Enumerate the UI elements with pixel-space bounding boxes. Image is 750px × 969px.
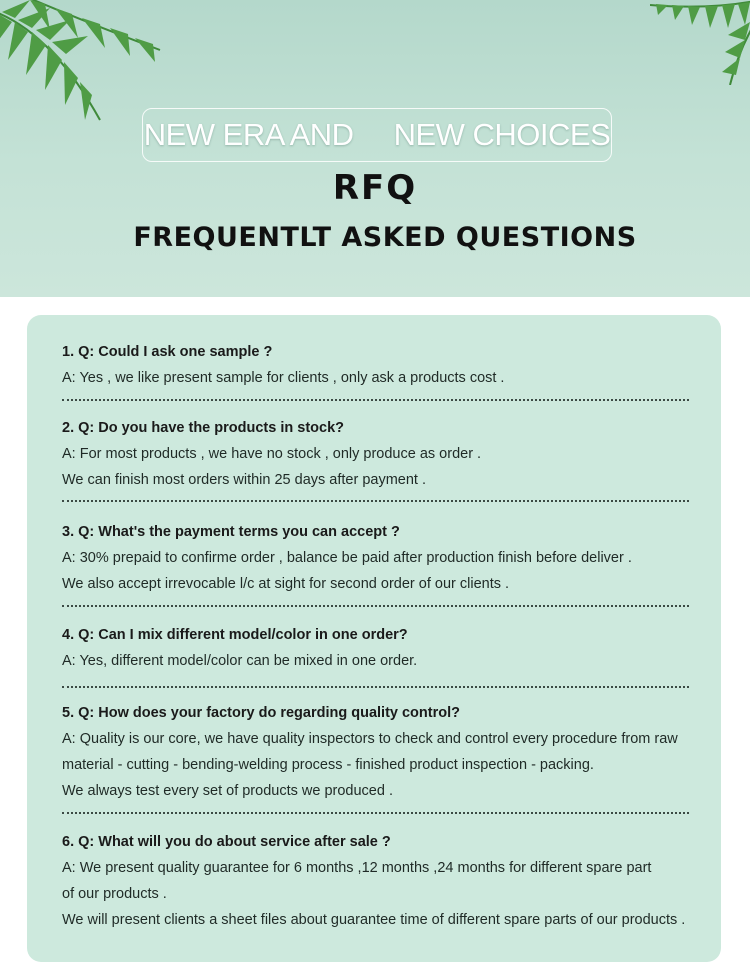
faq-answer-line: material - cutting - bending-welding process - finished product inspection - packing. <box>62 757 594 773</box>
faq-answer-line: A: We present quality guarantee for 6 months ,12 months ,24 months for different spare part <box>62 860 652 876</box>
divider <box>62 399 689 401</box>
tagline-box <box>142 108 612 162</box>
faq-item-6 <box>62 829 689 933</box>
faq-item-1 <box>62 339 689 391</box>
faq-question: 6. Q: What will you do about service after sale ? <box>62 834 391 850</box>
palm-leaf-right-icon <box>650 0 750 85</box>
faq-answer-line: A: For most products , we have no stock , only produce as order . <box>62 446 482 462</box>
faq-item-4 <box>62 622 689 674</box>
faq-answer-line: We also accept irrevocable l/c at sight for second order of our clients . <box>62 576 510 592</box>
faq-item-3 <box>62 519 689 597</box>
hero-banner <box>0 0 750 297</box>
faq-answer-line: We will present clients a sheet files about guarantee time of different spare parts of our products . <box>62 912 686 928</box>
tagline-right: NEW CHOICES <box>393 117 611 152</box>
faq-answer-line: We always test every set of products we produced . <box>62 783 393 799</box>
divider <box>62 605 689 607</box>
faq-question: 2. Q: Do you have the products in stock? <box>62 420 344 436</box>
faq-answer-line: A: Yes , we like present sample for clients , only ask a products cost . <box>62 370 505 386</box>
faq-answer-line: A: 30% prepaid to confirme order , balance be paid after production finish before deliver . <box>62 550 632 566</box>
divider <box>62 686 689 688</box>
page-heading: RFQ <box>332 168 418 208</box>
divider <box>62 500 689 502</box>
faq-answer-line: A: Yes, different model/color can be mixed in one order. <box>62 653 418 669</box>
faq-answer-line: We can finish most orders within 25 days after payment . <box>62 472 427 488</box>
faq-question: 5. Q: How does your factory do regarding quality control? <box>62 705 460 721</box>
faq-answer-line: of our products . <box>62 886 167 902</box>
faq-question: 1. Q: Could I ask one sample ? <box>62 344 273 360</box>
faq-item-5 <box>62 700 689 804</box>
faq-answer-line: A: Quality is our core, we have quality inspectors to check and control every procedure from raw <box>62 731 678 747</box>
page-subheading: FREQUENTLT ASKED QUESTIONS <box>133 222 637 253</box>
faq-question: 4. Q: Can I mix different model/color in one order? <box>62 627 408 643</box>
faq-question: 3. Q: What's the payment terms you can accept ? <box>62 524 400 540</box>
faq-item-2 <box>62 415 689 493</box>
faq-card <box>27 315 721 962</box>
divider <box>62 812 689 814</box>
tagline-left: NEW ERA AND <box>143 117 354 152</box>
